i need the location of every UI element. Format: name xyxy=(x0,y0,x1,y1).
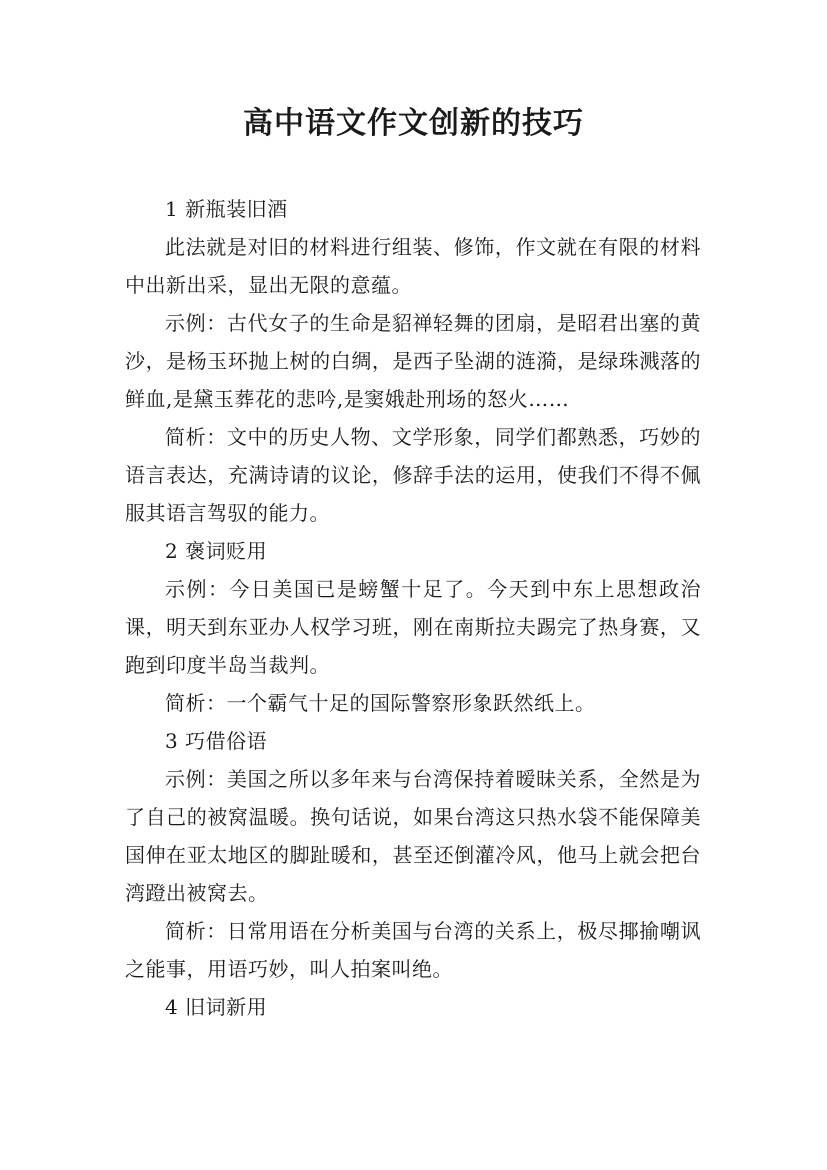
section-heading-4: 4 旧词新用 xyxy=(165,995,268,1019)
section-1-example: 示例：古代女子的生命是貂禅轻舞的团扇，是昭君出塞的黄沙，是杨玉环抛上树的白绸，是西子坠湖的涟漪，是绿珠溅落的鲜血,是黛玉葬花的悲吟,是窦娥赴刑场的怒火…… xyxy=(125,311,701,411)
section-3-example: 示例：美国之所以多年来与台湾保持着暧昧关系，全然是为了自己的被窝温暖。换句话说，如果台湾这只热水袋不能保障美国伸在亚太地区的脚趾暖和，甚至还倒灌冷风，他马上就会把台湾蹬出被窝去。 xyxy=(125,767,701,905)
section-heading-1: 1 新瓶装旧酒 xyxy=(165,197,288,221)
document-body xyxy=(125,190,701,1026)
section-2-analysis: 简析：一个霸气十足的国际警察形象跃然纸上。 xyxy=(165,691,596,715)
section-1-analysis: 简析：文中的历史人物、文学形象，同学们都熟悉，巧妙的语言表达，充满诗请的议论，修辞手法的运用，使我们不得不佩服其语言驾驭的能力。 xyxy=(125,425,701,525)
page-title: 高中语文作文创新的技巧 xyxy=(243,106,584,141)
section-3-analysis: 简析：日常用语在分析美国与台湾的关系上，极尽揶揄嘲讽之能事，用语巧妙，叫人拍案叫绝。 xyxy=(125,919,701,981)
section-heading-3: 3 巧借俗语 xyxy=(165,729,268,753)
section-2-example: 示例：今日美国已是螃蟹十足了。今天到中东上思想政治课，明天到东亚办人权学习班，刚在南斯拉夫踢完了热身赛，又跑到印度半岛当裁判。 xyxy=(125,577,701,677)
section-1-paragraph-1: 此法就是对旧的材料进行组装、修饰，作文就在有限的材料中出新出采，显出无限的意蕴。 xyxy=(125,235,701,297)
section-heading-2: 2 褒词贬用 xyxy=(165,539,268,563)
